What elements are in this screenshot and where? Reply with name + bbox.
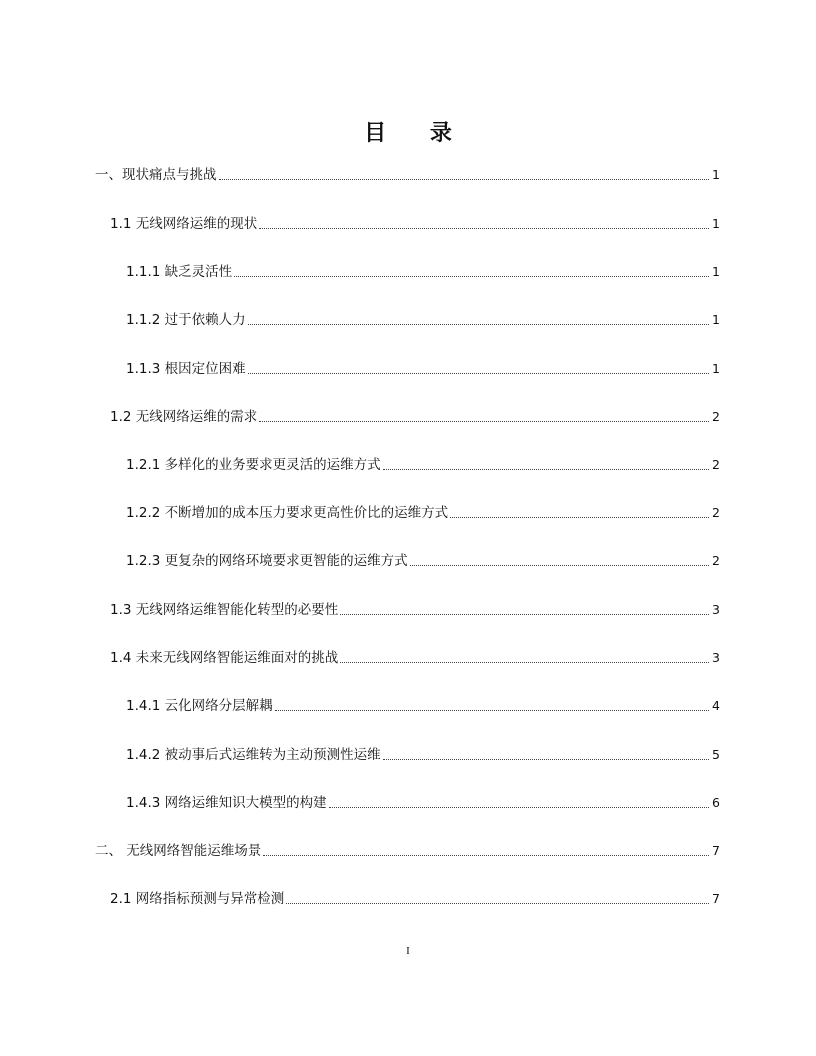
dot-leader: [340, 662, 709, 663]
toc-entry-page: 1: [712, 312, 720, 327]
toc-entry-label: 1.4.2 被动事后式运维转为主动预测性运维: [126, 747, 381, 763]
toc-entry-label: 1.1 无线网络运维的现状: [110, 216, 258, 232]
toc-entry-page: 6: [712, 795, 720, 810]
toc-entry-page: 3: [712, 602, 720, 617]
toc-entry-1[interactable]: [95, 164, 720, 186]
toc-entry-page: 2: [712, 409, 720, 424]
toc-entry-page: 1: [712, 264, 720, 279]
toc-entry-label: 1.4.1 云化网络分层解耦: [126, 698, 273, 714]
toc-entry-label: 二、 无线网络智能运维场景: [95, 843, 262, 859]
toc-entry-page: 7: [712, 843, 720, 858]
toc-entry-page: 1: [712, 361, 720, 376]
toc-entry-page: 2: [712, 553, 720, 568]
toc-entry-1-2-1[interactable]: [126, 454, 720, 476]
toc-entry-1-2[interactable]: [110, 406, 720, 428]
toc-entry-1-4-3[interactable]: [126, 792, 720, 814]
toc-entry-page: 4: [712, 698, 720, 713]
toc-entry-label: 2.1 网络指标预测与异常检测: [110, 891, 285, 907]
page-number: I: [406, 945, 410, 957]
toc-title: 目 录: [364, 121, 470, 146]
toc-entry-page: 7: [712, 891, 720, 906]
dot-leader: [340, 614, 709, 615]
toc-entry-label: 1.2.3 更复杂的网络环境要求更智能的运维方式: [126, 553, 408, 569]
toc-entry-1-3[interactable]: [110, 599, 720, 621]
toc-entry-1-1[interactable]: [110, 213, 720, 235]
toc-entry-label: 1.4.3 网络运维知识大模型的构建: [126, 795, 327, 811]
dot-leader: [234, 276, 709, 277]
toc-entry-label: 1.3 无线网络运维智能化转型的必要性: [110, 602, 339, 618]
dot-leader: [219, 179, 710, 180]
dot-leader: [383, 759, 709, 760]
dot-leader: [263, 855, 709, 856]
dot-leader: [259, 228, 709, 229]
dot-leader: [329, 807, 709, 808]
toc-entry-page: 2: [712, 505, 720, 520]
toc-entry-label: 1.1.1 缺乏灵活性: [126, 264, 233, 280]
toc-entry-label: 1.2.2 不断增加的成本压力要求更高性价比的运维方式: [126, 505, 449, 521]
dot-leader: [450, 517, 709, 518]
toc-entry-label: 1.1.2 过于依赖人力: [126, 312, 246, 328]
toc-entry-label: 1.2 无线网络运维的需求: [110, 409, 258, 425]
dot-leader: [248, 373, 709, 374]
toc-entry-2[interactable]: [95, 840, 720, 862]
toc-entry-1-4[interactable]: [110, 647, 720, 669]
toc-entry-1-4-2[interactable]: [126, 744, 720, 766]
toc-entry-1-1-2[interactable]: [126, 309, 720, 331]
toc-entry-page: 2: [712, 457, 720, 472]
toc-entry-page: 5: [712, 747, 720, 762]
toc-entry-1-4-1[interactable]: [126, 695, 720, 717]
toc-entry-label: 1.2.1 多样化的业务要求更灵活的运维方式: [126, 457, 381, 473]
toc-entry-label: 1.1.3 根因定位困难: [126, 361, 246, 377]
dot-leader: [248, 324, 709, 325]
dot-leader: [410, 565, 709, 566]
toc-entry-page: 3: [712, 650, 720, 665]
toc-entry-1-1-3[interactable]: [126, 358, 720, 380]
toc-entry-1-1-1[interactable]: [126, 261, 720, 283]
dot-leader: [383, 469, 709, 470]
toc-entry-page: 1: [712, 167, 720, 182]
toc-entry-2-1[interactable]: [110, 888, 720, 910]
dot-leader: [275, 710, 709, 711]
dot-leader: [286, 903, 709, 904]
toc-entry-label: 1.4 未来无线网络智能运维面对的挑战: [110, 650, 339, 666]
toc-entry-page: 1: [712, 216, 720, 231]
toc-entry-label: 一、现状痛点与挑战: [95, 167, 217, 183]
toc-entry-1-2-3[interactable]: [126, 550, 720, 572]
toc-entry-1-2-2[interactable]: [126, 502, 720, 524]
dot-leader: [259, 421, 709, 422]
